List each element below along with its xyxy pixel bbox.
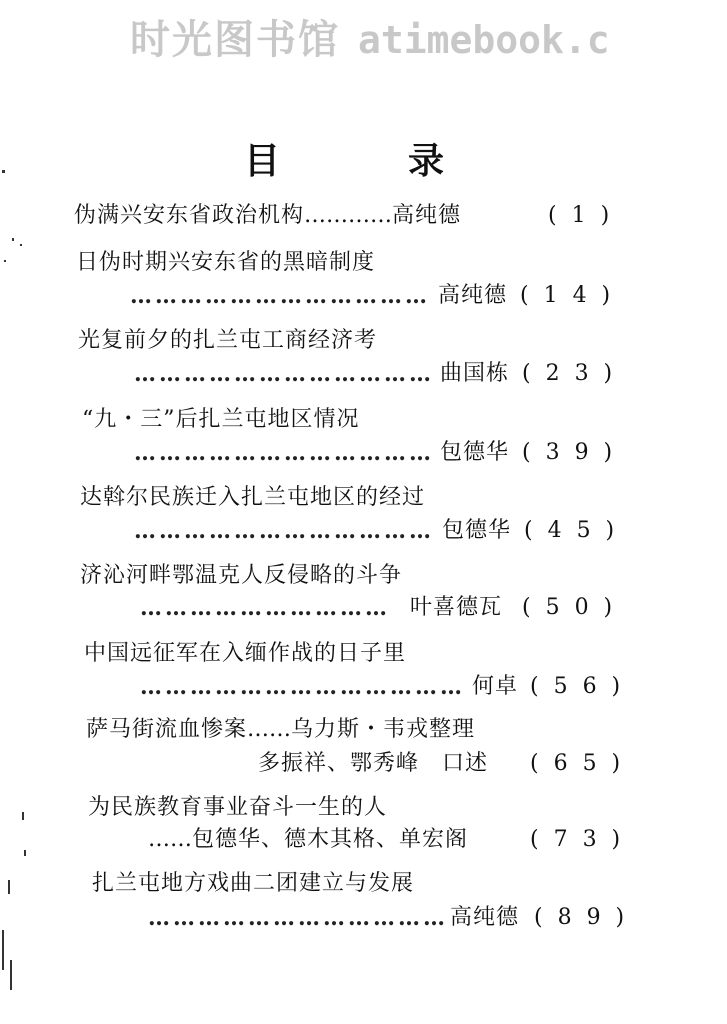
scan-speck xyxy=(8,880,10,894)
scan-speck xyxy=(12,238,14,241)
toc-author: 包德华 xyxy=(440,440,510,465)
toc-author: 何卓 xyxy=(472,674,519,699)
toc-author: 叶喜德瓦 xyxy=(410,595,503,620)
toc-author: 高纯德 xyxy=(450,905,520,930)
toc-page: ( 4 5 ) xyxy=(524,518,619,543)
toc-leader: ……………………………… xyxy=(134,518,434,544)
toc-page: ( 1 ) xyxy=(548,203,614,228)
toc-page: ( 1 4 ) xyxy=(520,283,615,308)
toc-title: 达斡尔民族迁入扎兰屯地区的经过 xyxy=(80,485,426,510)
scan-speck xyxy=(24,850,26,856)
toc-leader: ………………………… xyxy=(140,595,390,621)
toc-author: 包德华、德木其格、单宏阁 xyxy=(192,827,469,852)
toc-title: 光复前夕的扎兰屯工商经济考 xyxy=(78,328,378,353)
toc-author: 乌力斯・韦戎整理 xyxy=(291,717,476,742)
watermark-url: atimebook.c xyxy=(358,18,610,62)
toc-page: ( 7 3 ) xyxy=(530,827,625,852)
toc-author: 高纯德 xyxy=(392,203,462,228)
toc-title: 中国远征军在入缅作战的日子里 xyxy=(84,641,407,666)
toc-title: 扎兰屯地方戏曲二团建立与发展 xyxy=(92,871,415,896)
scan-speck xyxy=(2,170,5,173)
scan-speck xyxy=(2,930,4,970)
toc-leader: ………………………………… xyxy=(140,674,465,700)
toc-leader: …… xyxy=(247,717,292,742)
toc-leader: ……………………………… xyxy=(134,440,434,466)
scan-speck xyxy=(20,244,22,246)
toc-leader: ……………………………… xyxy=(130,283,430,309)
toc-author: 曲国栋 xyxy=(440,361,510,386)
toc-page: ( 3 9 ) xyxy=(522,440,617,465)
toc-page: ( 5 6 ) xyxy=(530,674,625,699)
toc-entry-9-line2 xyxy=(148,824,468,856)
toc-entry-4 xyxy=(82,404,360,436)
toc-author: 高纯德 xyxy=(438,283,508,308)
toc-author: 包德华 xyxy=(442,518,512,543)
toc-title: “九・三”后扎兰屯地区情况 xyxy=(82,407,360,432)
toc-title: 为民族教育事业奋斗一生的人 xyxy=(88,795,388,820)
title-char-2: 录 xyxy=(408,141,445,182)
toc-leader: ……………………………… xyxy=(134,361,434,387)
toc-page: ( 6 5 ) xyxy=(530,751,625,776)
toc-title: 济沁河畔鄂温克人反侵略的斗争 xyxy=(80,563,403,588)
title-char-1: 目 xyxy=(244,141,281,182)
toc-page: ( 5 0 ) xyxy=(522,595,617,620)
scan-speck xyxy=(10,960,12,990)
toc-title: 萨马街流血惨案 xyxy=(86,717,248,742)
toc-page: ( 8 9 ) xyxy=(534,905,629,930)
toc-title: 伪满兴安东省政治机构 xyxy=(74,203,305,228)
watermark-text: 时光图书馆 xyxy=(130,17,340,63)
toc-title: 日伪时期兴安东省的黑暗制度 xyxy=(76,250,376,275)
toc-entry-2 xyxy=(76,247,375,279)
toc-entry-10 xyxy=(92,868,414,900)
toc-leader: …… xyxy=(148,827,192,852)
toc-entry-5 xyxy=(80,482,425,514)
scan-speck xyxy=(22,812,24,820)
toc-entry-3 xyxy=(78,325,377,357)
toc-entry-9 xyxy=(88,792,387,824)
toc-entry-7 xyxy=(84,638,406,670)
toc-entry-6 xyxy=(80,560,402,592)
toc-entry-1 xyxy=(74,200,461,232)
toc-leader: ………… xyxy=(304,203,393,228)
toc-leader: ……………………………… xyxy=(148,905,448,931)
toc-page: ( 2 3 ) xyxy=(522,361,617,386)
toc-entry-8 xyxy=(86,714,475,746)
toc-author-secondary: 多振祥、鄂秀峰 口述 xyxy=(258,751,489,776)
scan-speck xyxy=(4,260,6,262)
